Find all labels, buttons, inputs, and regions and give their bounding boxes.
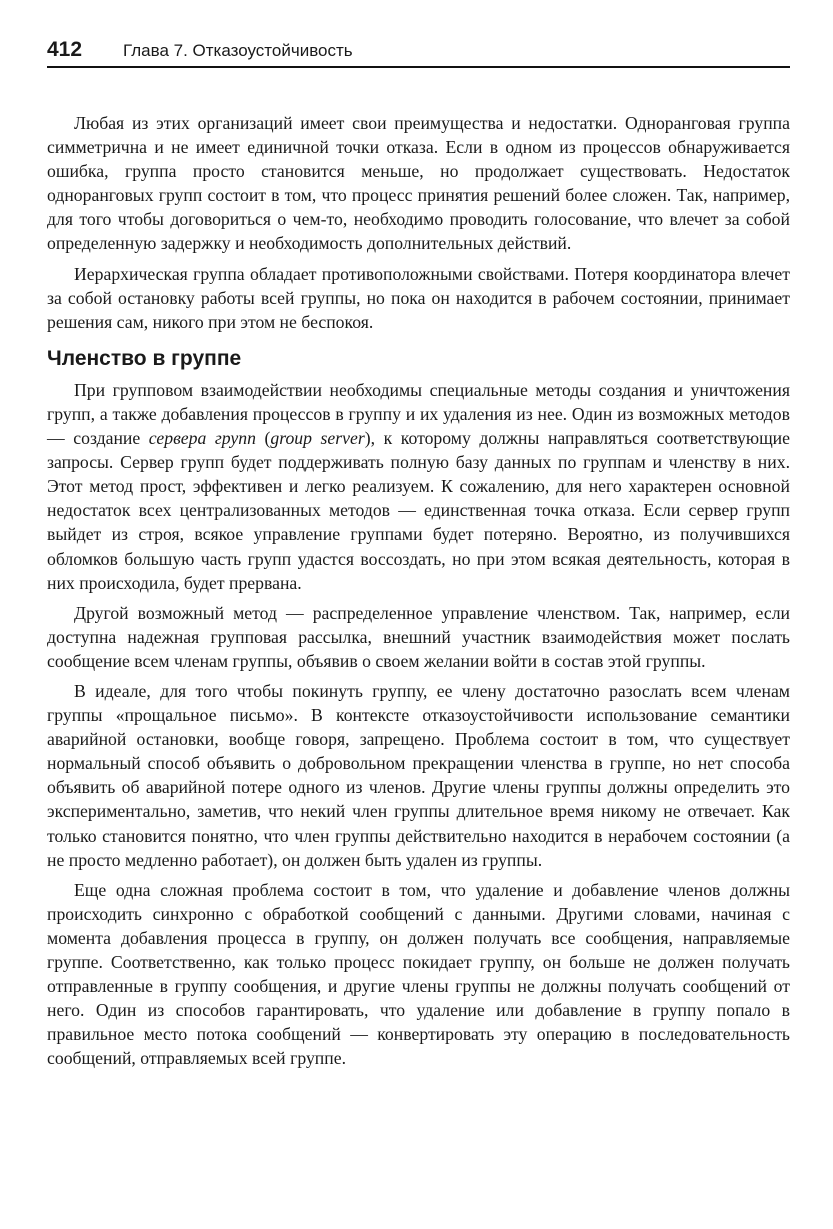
term-group-server: сервера групп	[148, 428, 256, 449]
text-segment: (	[255, 428, 271, 449]
paragraph-synchronization: Еще одна сложная проблема состоит в том, что удаление и добавление членов должны происходить синхронно с обработкой сообщений с данными. Другими словами, начиная с момента добавления процесса в группу, он должен получать все сообщения, направляемые группе. Соответственно, как только процесс покидает группу, он больше не должен получать отправленные в группу сообщения, и другие члены группы не должны получать сообщений от него. Один из способов гарантировать, что удаление или добавление в группу попало в правильное место потока сообщений — конвертировать эту операцию в последовательность сообщений, отправляемых всей группе.	[47, 879, 790, 1069]
paragraph-leaving-group: В идеале, для того чтобы покинуть группу, ее члену достаточно разослать всем членам группы «прощальное письмо». В контексте отказоустойчивости использование семантики аварийной остановки, вообще говоря, запрещено. Проблема состоит в том, что существует нормальный способ объявить о добровольном прекращении членства в группе, но нет способа объявить об аварийной потере одного из членов. Другие члены группы должны определить это экспериментально, заметив, что некий член группы длительное время никому не отвечает. Как только становится понятно, что член группы действительно находится в нерабочем состоянии (а не просто медленно работает), он должен быть удален из группы.	[47, 680, 790, 870]
page-header	[47, 38, 790, 68]
term-group-server-en: group server	[270, 428, 365, 449]
paragraph-peer-vs-hierarchical: Любая из этих организаций имеет свои преимущества и недостатки. Одноранговая группа симметрична и не имеет единичной точки отказа. Если в одном из процессов обнаруживается ошибка, группа просто становится меньше, но продолжает существовать. Недостаток одноранговых групп состоит в том, что процесс принятия решений более сложен. Так, например, для того чтобы договориться о чем-то, необходимо проводить голосование, что влечет за собой определенную задержку и необходимость дополнительных действий.	[47, 113, 790, 254]
text-segment: При групповом взаимодействии необходимы специальные методы создания и уничтожения групп, а также добавления процессов в группу и их удаления из нее. Один из возможных методов — создание	[47, 379, 790, 449]
paragraph-distributed-membership: Другой возможный метод — распределенное управление членством. Так, например, если доступна надежная групповая рассылка, внешний участник взаимодействия может послать сообщение всем членам группы, объявив о своем желании войти в состав этой группы.	[47, 602, 790, 671]
paragraph-group-server	[47, 378, 790, 595]
section-heading: Членство в группе	[47, 346, 242, 370]
running-title: Глава 7. Отказоустойчивость	[123, 41, 353, 60]
text-segment: ), к которому должны направляться соответствующие запросы. Сервер групп будет поддерживать полную базу данных по группам и членству в них. Этот метод прост, эффективен и легко реализуем. К сожалению, для него характерен основной недостаток всех централизованных методов — единственная точка отказа. Если сервер групп выйдет из строя, всякое управление группами будет потеряно. Вероятно, из получившихся обломков большую часть групп удастся воссоздать, но при этом всякая деятельность, которая в них происходила, будет прервана.	[47, 428, 791, 593]
page-body	[47, 111, 790, 1076]
page-number: 412	[47, 38, 83, 61]
paragraph-hierarchical-group: Иерархическая группа обладает противоположными свойствами. Потеря координатора влечет за собой остановку работы всей группы, но пока он находится в рабочем состоянии, принимает решения сам, никого при этом не беспокоя.	[47, 263, 790, 332]
